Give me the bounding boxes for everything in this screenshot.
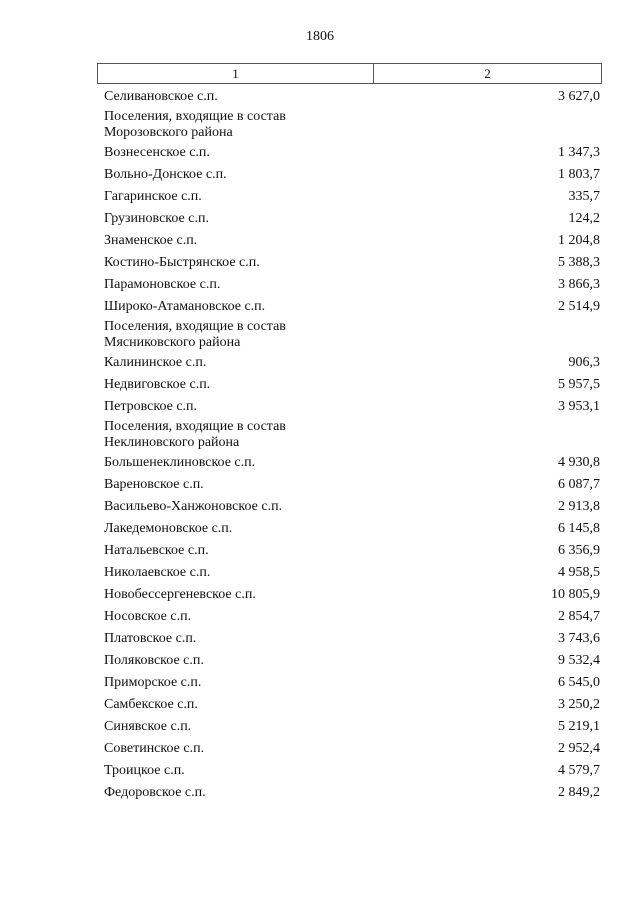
amount-value: 1 803,7 bbox=[558, 167, 600, 182]
table-row bbox=[104, 352, 600, 374]
amount-value: 3 866,3 bbox=[558, 277, 600, 292]
settlement-name: Федоровское с.п. bbox=[104, 785, 206, 800]
amount-value: 6 087,7 bbox=[558, 477, 600, 492]
table-row bbox=[104, 716, 600, 738]
column-1-header: 1 bbox=[98, 64, 374, 83]
amount-value: 1 204,8 bbox=[558, 233, 600, 248]
district-group-heading: Поселения, входящие в состав Морозовского района bbox=[104, 109, 286, 140]
settlement-name: Большенеклиновское с.п. bbox=[104, 455, 256, 470]
district-group-heading: Поселения, входящие в состав Неклиновского района bbox=[104, 419, 286, 450]
settlement-name: Парамоновское с.п. bbox=[104, 277, 221, 292]
table-row bbox=[104, 738, 600, 760]
table-row bbox=[104, 374, 600, 396]
district-group-heading-row bbox=[104, 318, 600, 352]
amount-value: 6 145,8 bbox=[558, 521, 600, 536]
settlement-name: Вознесенское с.п. bbox=[104, 145, 210, 160]
amount-value: 906,3 bbox=[568, 355, 600, 370]
amount-value: 2 849,2 bbox=[558, 785, 600, 800]
amount-value: 9 532,4 bbox=[558, 653, 600, 668]
amount-value: 5 388,3 bbox=[558, 255, 600, 270]
settlement-name: Гагаринское с.п. bbox=[104, 189, 202, 204]
amount-value: 2 854,7 bbox=[558, 609, 600, 624]
table-row bbox=[104, 86, 600, 108]
table-row bbox=[104, 782, 600, 804]
settlement-name: Носовское с.п. bbox=[104, 609, 192, 624]
table-row bbox=[104, 518, 600, 540]
settlement-name: Недвиговское с.п. bbox=[104, 377, 211, 392]
settlement-name: Селивановское с.п. bbox=[104, 89, 218, 104]
settlement-name: Калининское с.п. bbox=[104, 355, 207, 370]
amount-value: 5 219,1 bbox=[558, 719, 600, 734]
table-row bbox=[104, 452, 600, 474]
table-row bbox=[104, 396, 600, 418]
settlement-name: Натальевское с.п. bbox=[104, 543, 209, 558]
table-row bbox=[104, 230, 600, 252]
table-row bbox=[104, 694, 600, 716]
amount-value: 3 627,0 bbox=[558, 89, 600, 104]
amount-value: 335,7 bbox=[568, 189, 600, 204]
table-row bbox=[104, 474, 600, 496]
table-row bbox=[104, 208, 600, 230]
amount-value: 6 545,0 bbox=[558, 675, 600, 690]
amount-value: 3 953,1 bbox=[558, 399, 600, 414]
amount-value: 2 913,8 bbox=[558, 499, 600, 514]
table-row bbox=[104, 650, 600, 672]
settlement-name: Николаевское с.п. bbox=[104, 565, 211, 580]
amount-value: 124,2 bbox=[568, 211, 600, 226]
table-body bbox=[104, 86, 600, 804]
settlement-name: Грузиновское с.п. bbox=[104, 211, 209, 226]
settlement-name: Широко-Атамановское с.п. bbox=[104, 299, 266, 314]
settlement-name: Петровское с.п. bbox=[104, 399, 198, 414]
page-number: 1806 bbox=[306, 29, 334, 44]
table-row bbox=[104, 274, 600, 296]
settlement-name: Вольно-Донское с.п. bbox=[104, 167, 227, 182]
amount-value: 4 930,8 bbox=[558, 455, 600, 470]
settlement-name: Советинское с.п. bbox=[104, 741, 205, 756]
table-row bbox=[104, 672, 600, 694]
district-group-heading-row bbox=[104, 108, 600, 142]
table-row bbox=[104, 584, 600, 606]
table-row bbox=[104, 164, 600, 186]
table-row bbox=[104, 606, 600, 628]
table-row bbox=[104, 142, 600, 164]
settlement-name: Новобессергеневское с.п. bbox=[104, 587, 256, 602]
settlement-name: Поляковское с.п. bbox=[104, 653, 204, 668]
settlement-name: Васильево-Ханжоновское с.п. bbox=[104, 499, 283, 514]
settlement-name: Приморское с.п. bbox=[104, 675, 202, 690]
district-group-heading: Поселения, входящие в состав Мясниковского района bbox=[104, 319, 286, 350]
settlement-name: Костино-Быстрянское с.п. bbox=[104, 255, 260, 270]
amount-value: 4 958,5 bbox=[558, 565, 600, 580]
amount-value: 3 743,6 bbox=[558, 631, 600, 646]
table-row bbox=[104, 540, 600, 562]
table-row bbox=[104, 296, 600, 318]
table-row bbox=[104, 760, 600, 782]
table-column-header bbox=[97, 63, 602, 84]
district-group-heading-row bbox=[104, 418, 600, 452]
amount-value: 3 250,2 bbox=[558, 697, 600, 712]
settlement-name: Вареновское с.п. bbox=[104, 477, 204, 492]
settlement-name: Троицкое с.п. bbox=[104, 763, 185, 778]
table-row bbox=[104, 628, 600, 650]
settlement-name: Самбекское с.п. bbox=[104, 697, 198, 712]
amount-value: 6 356,9 bbox=[558, 543, 600, 558]
amount-value: 2 952,4 bbox=[558, 741, 600, 756]
amount-value: 5 957,5 bbox=[558, 377, 600, 392]
column-2-header: 2 bbox=[484, 65, 491, 81]
amount-value: 10 805,9 bbox=[551, 587, 600, 602]
settlement-name: Платовское с.п. bbox=[104, 631, 197, 646]
table-row bbox=[104, 496, 600, 518]
table-row bbox=[104, 562, 600, 584]
amount-value: 2 514,9 bbox=[558, 299, 600, 314]
amount-value: 4 579,7 bbox=[558, 763, 600, 778]
settlement-name: Знаменское с.п. bbox=[104, 233, 198, 248]
table-row bbox=[104, 252, 600, 274]
amount-value: 1 347,3 bbox=[558, 145, 600, 160]
settlement-name: Лакедемоновское с.п. bbox=[104, 521, 233, 536]
settlement-name: Синявское с.п. bbox=[104, 719, 192, 734]
table-row bbox=[104, 186, 600, 208]
